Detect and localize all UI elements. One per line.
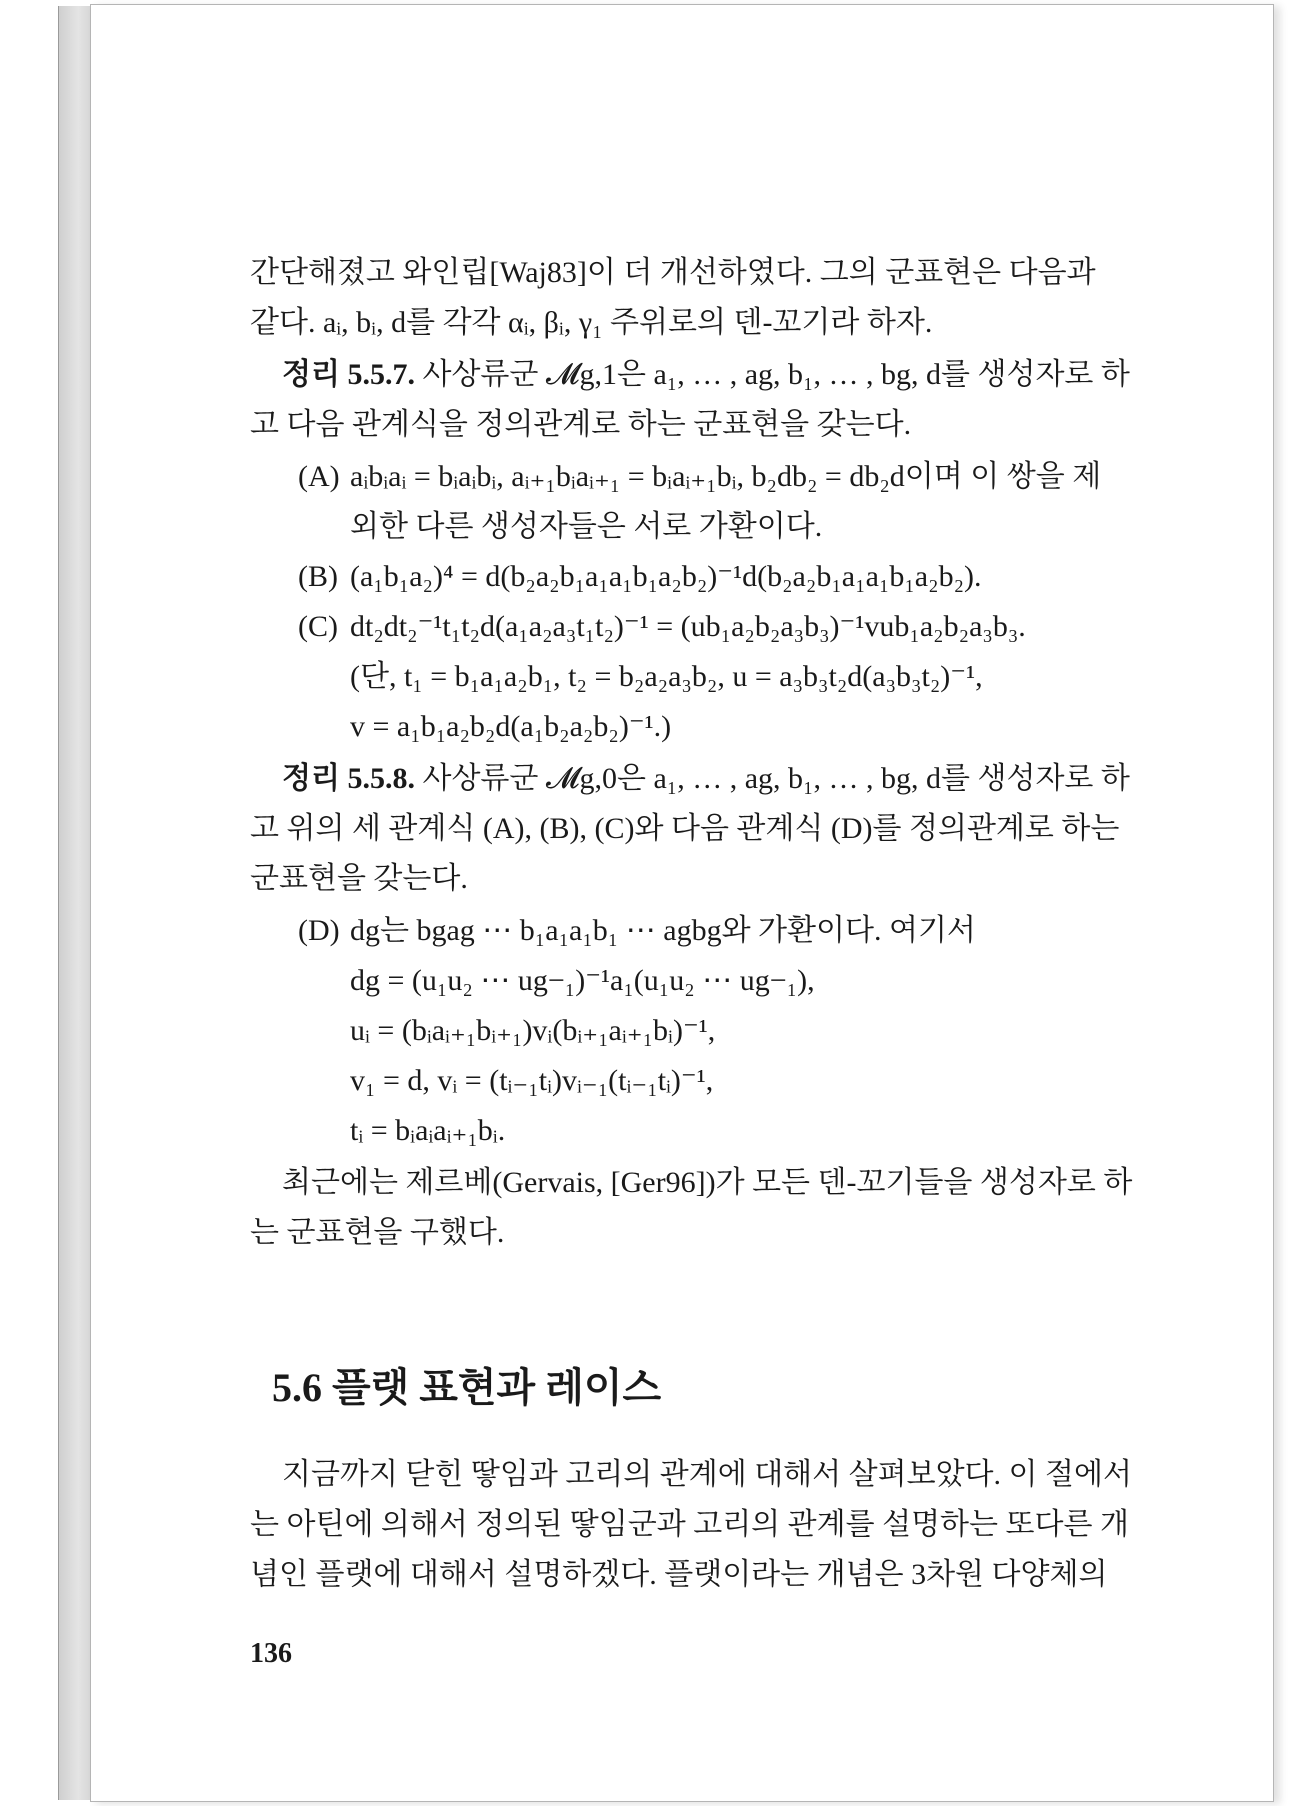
- text-line: 외한 다른 생성자들은 서로 가환이다.: [350, 510, 823, 543]
- text-line: 고 위의 세 관계식 (A), (B), (C)와 다음 관계식 (D)를 정의관계로 하는: [250, 812, 1120, 845]
- section-paragraph: [250, 1450, 1150, 1600]
- text-line: uᵢ = (bᵢaᵢ₊₁bᵢ₊₁)vᵢ(bᵢ₊₁aᵢ₊₁bᵢ)⁻¹,: [350, 1014, 716, 1047]
- text-line: 사상류군 𝓜g,1은 a₁, … , ag, b₁, … , bg, d를 생성자로 하: [422, 358, 1130, 391]
- text-line: tᵢ = bᵢaᵢaᵢ₊₁bᵢ.: [350, 1114, 506, 1147]
- text-line: (단, t₁ = b₁a₁a₂b₁, t₂ = b₂a₂a₃b₂, u = a₃b₃t₂d(a₃b₃t₂)⁻¹,: [350, 660, 983, 693]
- intro-paragraph: [250, 248, 1150, 348]
- text-line: 군표현을 갖는다.: [250, 862, 468, 895]
- relation-list: [250, 452, 1150, 752]
- theorem-heading: 정리 5.5.8.: [282, 762, 415, 795]
- text-line: dg = (u₁u₂ ⋯ ug−₁)⁻¹a₁(u₁u₂ ⋯ ug−₁),: [350, 964, 815, 997]
- section-heading: 5.6 플랫 표현과 레이스: [272, 1365, 662, 1410]
- theorem-5-5-8: [250, 754, 1150, 904]
- page-number: 136: [250, 1638, 292, 1669]
- recent-paragraph: [250, 1158, 1150, 1258]
- relation-label: (B): [298, 560, 338, 593]
- relation-label: (C): [298, 610, 338, 643]
- text-line: 사상류군 𝓜g,0은 a₁, … , ag, b₁, … , bg, d를 생성자로 하: [422, 762, 1130, 795]
- text-line: v₁ = d, vᵢ = (tᵢ₋₁tᵢ)vᵢ₋₁(tᵢ₋₁tᵢ)⁻¹,: [350, 1064, 714, 1097]
- text-line: 간단해졌고 와인립[Waj83]이 더 개선하였다. 그의 군표현은 다음과: [250, 256, 1096, 289]
- relation-c: dt₂dt₂⁻¹t₁t₂d(a₁a₂a₃t₁t₂)⁻¹ = (ub₁a₂b₂a₃b₃)⁻¹vub₁a₂b₂a₃b₃.: [350, 610, 1026, 643]
- relation-d: [250, 906, 1150, 1156]
- text-line: 지금까지 닫힌 땋임과 고리의 관계에 대해서 살펴보았다. 이 절에서: [282, 1458, 1132, 1491]
- text-line: 같다. aᵢ, bᵢ, d를 각각 αᵢ, βᵢ, γ₁ 주위로의 덴-꼬기라 하자.: [250, 306, 933, 339]
- text-line: 는 아틴에 의해서 정의된 땋임군과 고리의 관계를 설명하는 또다른 개: [250, 1508, 1129, 1541]
- relation-label: (A): [298, 460, 340, 493]
- relation-label: (D): [298, 914, 340, 947]
- text-line: 최근에는 제르베(Gervais, [Ger96])가 모든 덴-꼬기들을 생성자로 하: [282, 1166, 1133, 1199]
- relation-d-text: dg는 bgag ⋯ b₁a₁a₁b₁ ⋯ agbg와 가환이다. 여기서: [350, 914, 976, 947]
- theorem-5-5-7: [250, 350, 1150, 450]
- text-line: 고 다음 관계식을 정의관계로 하는 군표현을 갖는다.: [250, 408, 912, 441]
- book-spine: [58, 6, 91, 1800]
- theorem-heading: 정리 5.5.7.: [282, 358, 415, 391]
- relation-a: aᵢbᵢaᵢ = bᵢaᵢbᵢ, aᵢ₊₁bᵢaᵢ₊₁ = bᵢaᵢ₊₁bᵢ, b₂db₂ = db₂d이며 이 쌍을 제: [350, 460, 1102, 493]
- relation-b: (a₁b₁a₂)⁴ = d(b₂a₂b₁a₁a₁b₁a₂b₂)⁻¹d(b₂a₂b₁a₁a₁b₁a₂b₂).: [350, 560, 982, 593]
- text-line: 념인 플랫에 대해서 설명하겠다. 플랫이라는 개념은 3차원 다양체의: [250, 1558, 1108, 1591]
- text-line: v = a₁b₁a₂b₂d(a₁b₂a₂b₂)⁻¹.): [350, 710, 672, 743]
- text-line: 는 군표현을 구했다.: [250, 1216, 505, 1249]
